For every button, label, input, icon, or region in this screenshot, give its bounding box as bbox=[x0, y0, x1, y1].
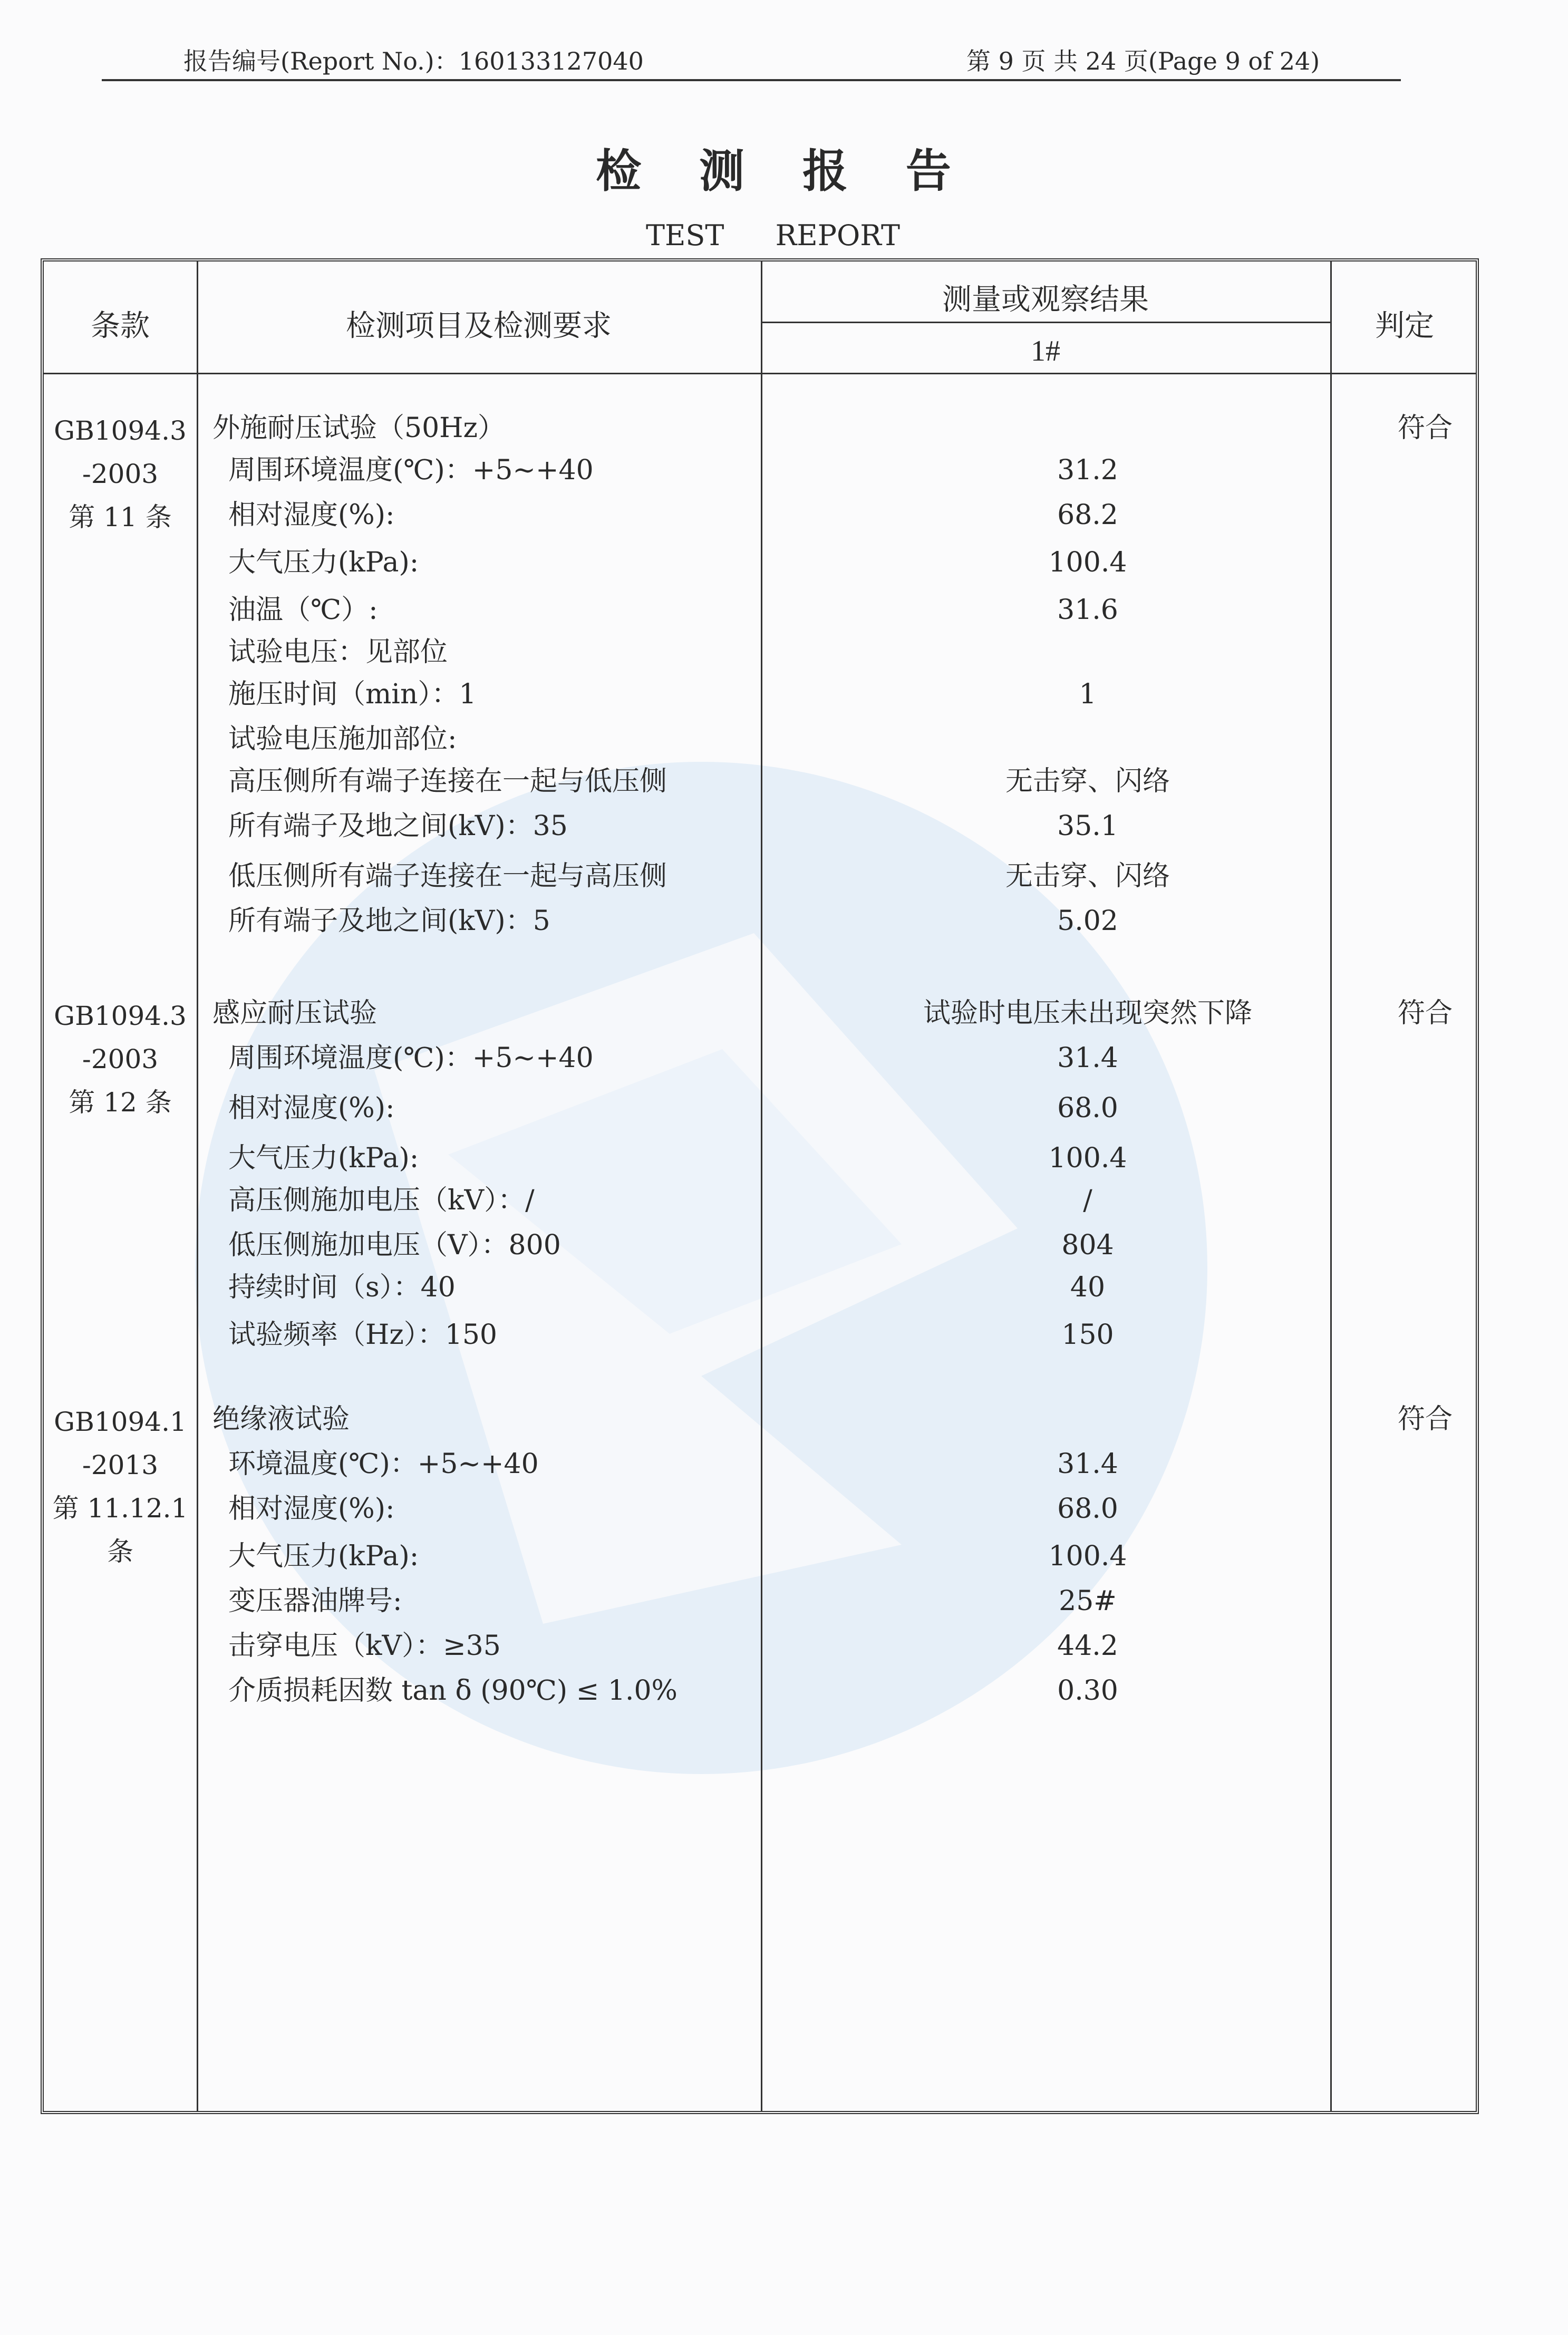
page-title: 检 测 报 告 bbox=[596, 144, 972, 198]
page-subtitle: TEST REPORT bbox=[646, 219, 901, 252]
test-item: 油温（℃）: bbox=[228, 594, 378, 626]
test-item: 相对湿度(%): bbox=[228, 1493, 395, 1525]
test-result: 804 bbox=[1061, 1229, 1114, 1261]
header-sample: 1# bbox=[1031, 335, 1060, 367]
test-item: 试验电压施加部位: bbox=[228, 723, 457, 755]
test-result: 31.4 bbox=[1057, 1448, 1118, 1480]
test-item: 介质损耗因数 tan δ (90℃) ≤ 1.0% bbox=[228, 1675, 677, 1707]
clause-line: 第 11 条 bbox=[69, 502, 172, 532]
test-result: 31.4 bbox=[1057, 1042, 1118, 1074]
test-item: 大气压力(kPa): bbox=[228, 1540, 419, 1572]
clause-line: GB1094.3 bbox=[54, 415, 187, 446]
header-clause: 条款 bbox=[91, 309, 150, 343]
column-divider bbox=[1330, 261, 1332, 2111]
test-result: 25# bbox=[1059, 1585, 1117, 1617]
test-item: 感应耐压试验 bbox=[212, 997, 378, 1029]
test-item: 大气压力(kPa): bbox=[228, 1142, 419, 1174]
test-result: 100.4 bbox=[1048, 1540, 1127, 1572]
test-item: 低压侧所有端子连接在一起与高压侧 bbox=[228, 860, 667, 892]
test-result: 31.2 bbox=[1057, 454, 1118, 486]
test-result: 无击穿、闪络 bbox=[1005, 766, 1170, 797]
test-result: 1 bbox=[1079, 679, 1097, 710]
test-item: 外施耐压试验（50Hz） bbox=[212, 412, 505, 444]
test-result: 44.2 bbox=[1057, 1630, 1118, 1662]
clause-line: GB1094.3 bbox=[54, 1001, 187, 1031]
test-item: 施压时间（min）：1 bbox=[228, 679, 477, 710]
test-item: 周围环境温度(℃)：+5~+40 bbox=[228, 454, 594, 486]
report-number: 报告编号(Report No.)：160133127040 bbox=[183, 47, 644, 75]
test-result: 无击穿、闪络 bbox=[1005, 860, 1170, 892]
test-item: 试验电压：见部位 bbox=[228, 636, 448, 668]
verdict-cell: 符合 bbox=[1397, 1403, 1453, 1435]
test-item: 变压器油牌号: bbox=[228, 1585, 402, 1617]
clause-line: 条 bbox=[107, 1536, 133, 1567]
column-divider bbox=[761, 261, 762, 2111]
test-item: 试验频率（Hz）：150 bbox=[228, 1319, 497, 1351]
test-item: 击穿电压（kV）：≥35 bbox=[228, 1630, 501, 1662]
test-result: 5.02 bbox=[1057, 905, 1118, 937]
test-result: 31.6 bbox=[1057, 594, 1118, 626]
test-item: 绝缘液试验 bbox=[212, 1403, 350, 1435]
header-item: 检测项目及检测要求 bbox=[346, 309, 612, 343]
clause-cell bbox=[44, 994, 197, 1124]
test-item: 持续时间（s）：40 bbox=[228, 1272, 456, 1303]
clause-line: -2003 bbox=[82, 459, 159, 489]
test-item: 相对湿度(%): bbox=[228, 499, 395, 531]
test-item: 高压侧施加电压（kV）：/ bbox=[228, 1185, 535, 1216]
test-result: 100.4 bbox=[1048, 547, 1127, 578]
test-result: 40 bbox=[1070, 1272, 1106, 1303]
test-result: 试验时电压未出现突然下降 bbox=[923, 997, 1252, 1029]
test-result: 68.0 bbox=[1057, 1092, 1118, 1124]
page-number: 第 9 页 共 24 页(Page 9 of 24) bbox=[966, 47, 1320, 75]
test-item: 相对湿度(%): bbox=[228, 1092, 395, 1124]
clause-line: 第 11.12.1 bbox=[52, 1493, 188, 1524]
header-divider bbox=[44, 373, 1476, 374]
test-item: 低压侧施加电压（V）：800 bbox=[228, 1229, 561, 1261]
test-item: 周围环境温度(℃)：+5~+40 bbox=[228, 1042, 594, 1074]
test-item: 环境温度(℃)：+5~+40 bbox=[228, 1448, 539, 1480]
clause-line: -2003 bbox=[82, 1044, 159, 1074]
header-result: 测量或观察结果 bbox=[942, 283, 1149, 317]
clause-line: GB1094.1 bbox=[54, 1407, 187, 1437]
test-item: 所有端子及地之间(kV)：35 bbox=[228, 810, 568, 842]
verdict-cell: 符合 bbox=[1397, 997, 1453, 1029]
test-result: 100.4 bbox=[1048, 1142, 1127, 1174]
test-result: 68.2 bbox=[1057, 499, 1118, 531]
test-item: 大气压力(kPa): bbox=[228, 547, 419, 578]
clause-cell bbox=[44, 409, 197, 539]
page-header bbox=[102, 37, 1401, 81]
test-item: 高压侧所有端子连接在一起与低压侧 bbox=[228, 766, 667, 797]
test-item: 所有端子及地之间(kV)：5 bbox=[228, 905, 550, 937]
subheader-divider bbox=[761, 322, 1330, 323]
header-verdict: 判定 bbox=[1375, 309, 1434, 343]
clause-line: -2013 bbox=[82, 1450, 159, 1480]
clause-line: 第 12 条 bbox=[69, 1087, 172, 1118]
test-results-table bbox=[41, 258, 1479, 2114]
verdict-cell: 符合 bbox=[1397, 412, 1453, 444]
clause-cell bbox=[44, 1400, 197, 1573]
test-result: / bbox=[1083, 1185, 1092, 1216]
test-result: 35.1 bbox=[1057, 810, 1118, 842]
test-result: 68.0 bbox=[1057, 1493, 1118, 1525]
test-result: 150 bbox=[1061, 1319, 1114, 1351]
column-divider bbox=[197, 261, 198, 2111]
test-result: 0.30 bbox=[1057, 1675, 1118, 1707]
